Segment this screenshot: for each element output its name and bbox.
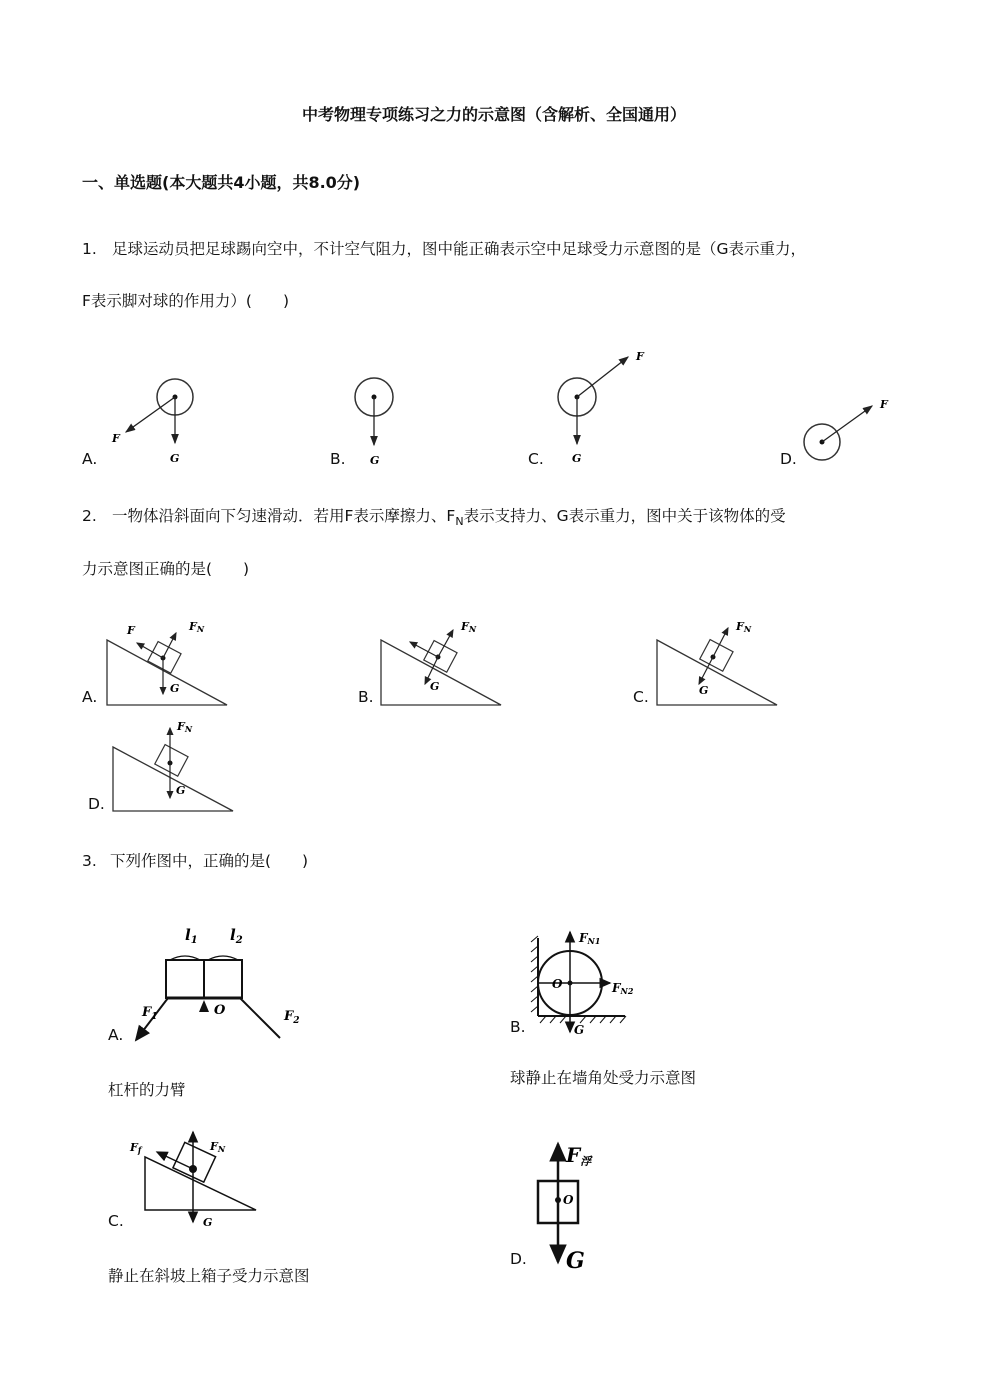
q2-text-a: 一物体沿斜面向下匀速滑动．若用F表示摩擦力、F bbox=[112, 507, 456, 525]
q3-option-a-label[interactable]: A. bbox=[108, 1026, 124, 1044]
q2-figure-d bbox=[113, 720, 233, 811]
q3-figure-d bbox=[538, 1143, 593, 1274]
q1-option-b-label[interactable]: B. bbox=[330, 450, 346, 468]
q2a-F-label: F bbox=[127, 624, 135, 637]
q3b-FN2-label: FN2 bbox=[612, 981, 634, 996]
q3-option-c-label[interactable]: C. bbox=[108, 1212, 124, 1230]
q1-figure-b bbox=[355, 378, 393, 467]
q1a-G-label: G bbox=[170, 452, 180, 465]
q3-caption-c: 静止在斜坡上箱子受力示意图 bbox=[108, 1267, 310, 1285]
q3b-FN1-label: FN1 bbox=[579, 931, 601, 946]
q2b-G-label: G bbox=[430, 680, 440, 693]
q1-figures bbox=[0, 340, 988, 480]
q3d-G-label: G bbox=[566, 1248, 585, 1274]
q3a-F1-label: $F_1$ bbox=[142, 1005, 158, 1022]
question-1-number: 1. bbox=[82, 240, 97, 258]
q3-caption-b: 球静止在墙角处受力示意图 bbox=[510, 1069, 697, 1087]
section-heading: 一、单选题(本大题共4小题，共8.0分) bbox=[82, 173, 361, 192]
q2-text-sub: N bbox=[455, 515, 464, 529]
q3-figures bbox=[0, 910, 988, 1280]
q2-figure-a bbox=[107, 620, 227, 705]
question-2-text-line1 bbox=[112, 507, 786, 528]
q3c-FN-label: FN bbox=[210, 1140, 226, 1154]
page-title: 中考物理专项练习之力的示意图（含解析、全国通用） bbox=[301, 105, 686, 124]
q2c-G-label: G bbox=[699, 684, 709, 697]
question-2-number: 2. bbox=[82, 507, 97, 525]
q1-figure-d bbox=[804, 398, 889, 460]
q3c-Ff-label: Ff bbox=[130, 1141, 142, 1155]
q3d-F-label: F浮 bbox=[566, 1143, 592, 1168]
q1-option-c-label[interactable]: C. bbox=[528, 450, 544, 468]
q1-option-a-label[interactable]: A. bbox=[82, 450, 98, 468]
q3-option-b-label[interactable]: B. bbox=[510, 1018, 526, 1036]
q1-figure-a bbox=[111, 379, 193, 465]
question-3-number: 3. bbox=[82, 852, 97, 870]
q2a-G-label: G bbox=[170, 682, 180, 695]
q2-option-a-label[interactable]: A. bbox=[82, 688, 98, 706]
q2d-G-label: G bbox=[176, 784, 186, 797]
q3d-O-label: O bbox=[563, 1193, 574, 1207]
q1-figure-c bbox=[558, 350, 645, 465]
q2-option-b-label[interactable]: B. bbox=[358, 688, 374, 706]
q1c-F-label: F bbox=[636, 350, 644, 363]
q3a-O-label: O bbox=[214, 1003, 226, 1018]
question-2-text-line2: 力示意图正确的是( ) bbox=[82, 560, 250, 578]
q2-option-c-label[interactable]: C. bbox=[633, 688, 649, 706]
q3b-O-label: O bbox=[552, 977, 563, 991]
q2-figures bbox=[0, 610, 988, 820]
q3-caption-a: 杠杆的力臂 bbox=[108, 1081, 186, 1099]
q3a-F2-label: $F_2$ bbox=[284, 1009, 300, 1026]
q2-text-b: 表示支持力、G表示重力，图中关于该物体的受 bbox=[463, 507, 786, 525]
q3-figure-c bbox=[129, 1132, 256, 1229]
q3a-l2-label: $l_2$ bbox=[230, 926, 243, 946]
q2-option-d-label[interactable]: D. bbox=[88, 795, 105, 813]
question-1-text-line1: 足球运动员把足球踢向空中，不计空气阻力，图中能正确表示空中足球受力示意图的是（G表示重力， bbox=[112, 240, 807, 258]
q1b-G-label: G bbox=[370, 454, 380, 467]
q3-figure-a bbox=[136, 926, 300, 1040]
question-1-text-line2: F表示脚对球的作用力）( ) bbox=[82, 292, 290, 310]
q3b-G-label: G bbox=[574, 1023, 585, 1037]
q1d-F-label: F bbox=[880, 398, 888, 411]
q2c-FN-label: FN bbox=[736, 620, 752, 634]
q2a-FN-label: FN bbox=[189, 620, 205, 634]
q1-option-d-label[interactable]: D. bbox=[780, 450, 797, 468]
q3c-G-label: G bbox=[203, 1216, 213, 1229]
question-3-text-line1: 下列作图中，正确的是( ) bbox=[110, 852, 309, 870]
q3-figure-b bbox=[531, 931, 634, 1037]
q2-figure-c bbox=[657, 620, 777, 705]
q3a-l1-label: $l_1$ bbox=[185, 926, 198, 946]
q1c-G-label: G bbox=[572, 452, 582, 465]
q2-figure-b bbox=[381, 620, 501, 705]
q2b-FN-label: FN bbox=[461, 620, 477, 634]
q3-option-d-label[interactable]: D. bbox=[510, 1250, 527, 1268]
q2d-FN-label: FN bbox=[177, 720, 193, 734]
q1a-F-label: F bbox=[112, 432, 120, 445]
